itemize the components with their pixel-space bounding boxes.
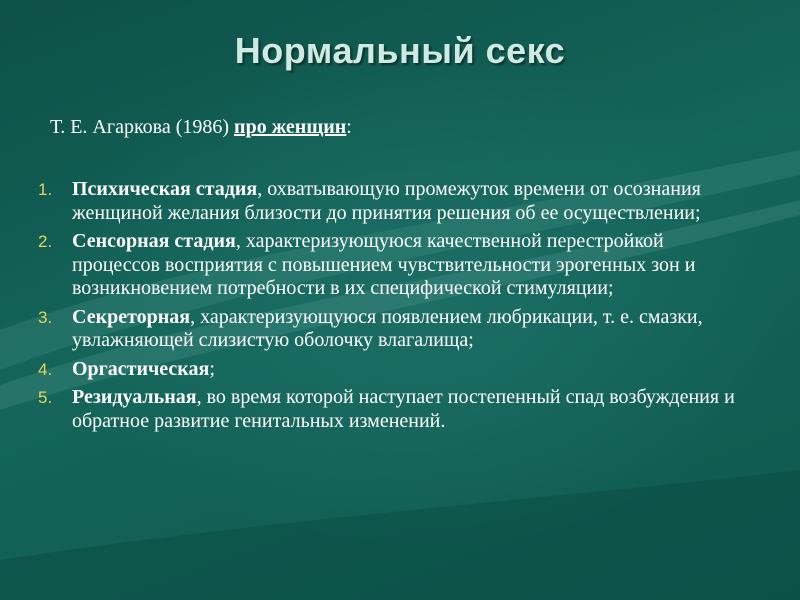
list-item-term: Резидуальная — [72, 386, 197, 408]
slide-title: Нормальный секс — [234, 30, 566, 71]
list-item — [38, 230, 743, 301]
subtitle-author: Т. Е. Агаркова (1986) — [50, 116, 235, 138]
list-item-number: 1. — [38, 180, 53, 199]
list-item — [38, 306, 743, 353]
subtitle-highlight: про женщин — [234, 116, 347, 138]
list-item-number: 3. — [38, 307, 53, 327]
list-item-number: 2. — [38, 232, 53, 251]
list-item-text: ; — [209, 357, 215, 380]
list-item-term: Оргастическая — [72, 357, 210, 380]
list-item — [38, 358, 743, 382]
subtitle-suffix: : — [346, 116, 352, 138]
list-item-term: Психическая стадия — [72, 178, 258, 200]
subtitle — [50, 116, 352, 139]
list-item-text: , характеризующуюся появлением любрикации, т. е. смазки, увлажняющей слизистую оболочку влагалища; — [72, 305, 703, 351]
list-item-number: 5. — [38, 388, 53, 407]
list-item-text: , характеризующуюся качественной перестройкой процессов восприятия с повышением чувствительности эрогенных зон и возникновением потребности в их специфической стимуляции; — [72, 230, 696, 299]
list-item-text: , во время которой наступает постепенный спад возбуждения и обратное развитие генитальных изменений. — [72, 386, 735, 432]
list-item — [38, 178, 743, 225]
list-item-number: 4. — [38, 359, 53, 379]
list-item-text: , охватывающую промежуток времени от осознания женщиной желания близости до принятия решения об ее осуществлении; — [72, 178, 701, 224]
list-item — [38, 386, 743, 433]
list-item-term: Секреторная — [72, 305, 191, 328]
list-item-term: Сенсорная стадия — [72, 230, 236, 252]
stages-list — [38, 178, 743, 438]
